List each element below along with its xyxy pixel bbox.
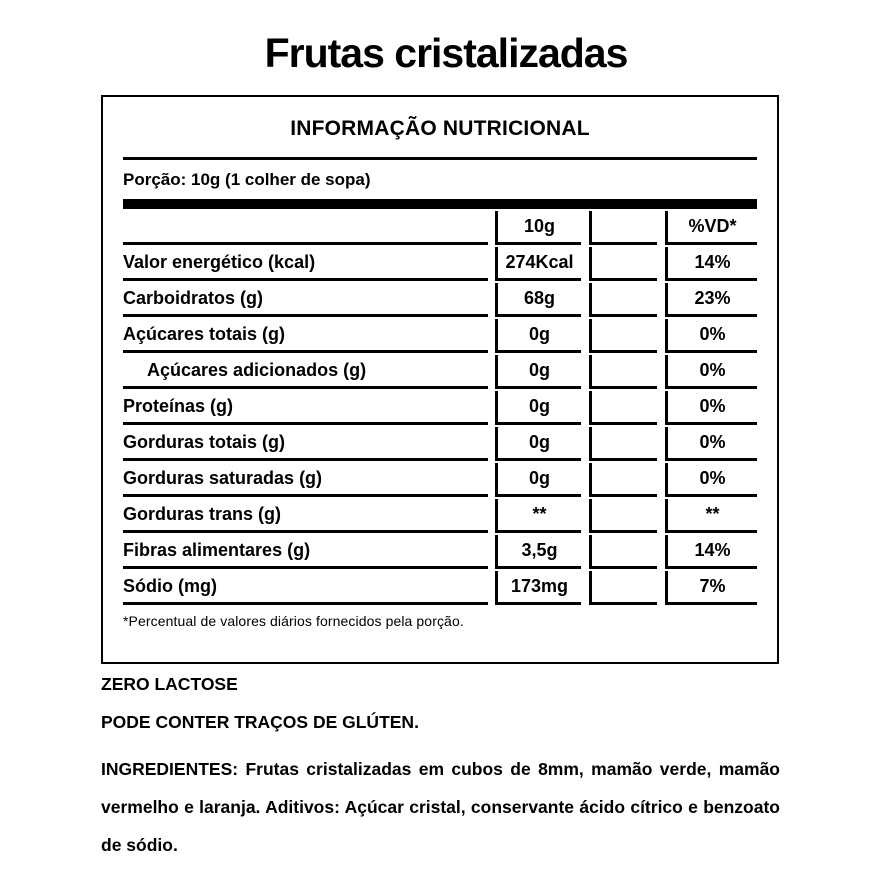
nutrient-amount: ** <box>495 499 581 533</box>
nutrient-blank-cell <box>589 247 657 281</box>
nutrient-row <box>123 319 757 353</box>
nutrient-blank-cell <box>589 427 657 461</box>
nutrient-dv: 14% <box>665 247 757 281</box>
nutrient-dv: 0% <box>665 355 757 389</box>
panel-title: INFORMAÇÃO NUTRICIONAL <box>290 117 590 140</box>
nutrient-blank-cell <box>589 535 657 569</box>
nutrition-table-body <box>123 247 757 605</box>
divider-thin <box>123 157 757 160</box>
nutrient-amount: 0g <box>495 391 581 425</box>
nutrient-row <box>123 463 757 497</box>
nutrient-label: Gorduras saturadas (g) <box>123 463 488 497</box>
nutrient-row <box>123 391 757 425</box>
nutrient-row <box>123 283 757 317</box>
nutrient-row <box>123 427 757 461</box>
nutrient-label: Sódio (mg) <box>123 571 488 605</box>
nutrient-label: Açúcares adicionados (g) <box>123 355 488 389</box>
column-header-amount: 10g <box>495 211 581 245</box>
nutrient-label: Valor energético (kcal) <box>123 247 488 281</box>
nutrient-row <box>123 247 757 281</box>
nutrient-label: Proteínas (g) <box>123 391 488 425</box>
nutrient-dv: ** <box>665 499 757 533</box>
nutrient-dv: 0% <box>665 463 757 497</box>
nutrient-blank-cell <box>589 571 657 605</box>
nutrient-blank-cell <box>589 283 657 317</box>
nutrition-facts-panel <box>101 95 779 664</box>
column-header-dv: %VD* <box>665 211 757 245</box>
nutrient-dv: 7% <box>665 571 757 605</box>
table-header-row <box>123 211 757 245</box>
ingredients-text: INGREDIENTES: Frutas cristalizadas em cubos de 8mm, mamão verde, mamão vermelho e laranja. Aditivos: Açúcar cristal, conservante ácido cítrico e benzoato de sódio. <box>101 759 780 855</box>
nutrition-table <box>123 211 757 605</box>
nutrient-amount: 68g <box>495 283 581 317</box>
nutrient-blank-cell <box>589 355 657 389</box>
nutrient-label: Açúcares totais (g) <box>123 319 488 353</box>
nutrient-label: Carboidratos (g) <box>123 283 488 317</box>
nutrient-label: Fibras alimentares (g) <box>123 535 488 569</box>
nutrient-blank-cell <box>589 319 657 353</box>
nutrient-blank-cell <box>589 391 657 425</box>
nutrient-label: Gorduras totais (g) <box>123 427 488 461</box>
nutrient-row <box>123 535 757 569</box>
nutrient-amount: 3,5g <box>495 535 581 569</box>
nutrient-blank-cell <box>589 463 657 497</box>
nutrient-amount: 173mg <box>495 571 581 605</box>
nutrient-blank-cell <box>589 499 657 533</box>
serving-size: Porção: 10g (1 colher de sopa) <box>123 169 371 189</box>
bottom-info <box>101 674 780 882</box>
claim-zero-lactose: ZERO LACTOSE <box>101 674 238 694</box>
nutrient-label: Gorduras trans (g) <box>123 499 488 533</box>
nutrient-dv: 23% <box>665 283 757 317</box>
claim-gluten-traces: PODE CONTER TRAÇOS DE GLÚTEN. <box>101 712 419 732</box>
nutrient-amount: 0g <box>495 427 581 461</box>
nutrient-dv: 14% <box>665 535 757 569</box>
nutrient-row <box>123 571 757 605</box>
header-label-spacer <box>123 211 488 245</box>
nutrient-row <box>123 499 757 533</box>
nutrient-amount: 274Kcal <box>495 247 581 281</box>
nutrient-amount: 0g <box>495 463 581 497</box>
nutrient-row <box>123 355 757 389</box>
nutrient-dv: 0% <box>665 391 757 425</box>
divider-thick <box>123 199 757 209</box>
dv-footnote: *Percentual de valores diários fornecidos pela porção. <box>123 612 464 629</box>
nutrient-amount: 0g <box>495 319 581 353</box>
nutrient-dv: 0% <box>665 427 757 461</box>
product-title: Frutas cristalizadas <box>264 30 628 76</box>
header-blank-cell <box>589 211 657 245</box>
nutrient-dv: 0% <box>665 319 757 353</box>
nutrient-amount: 0g <box>495 355 581 389</box>
